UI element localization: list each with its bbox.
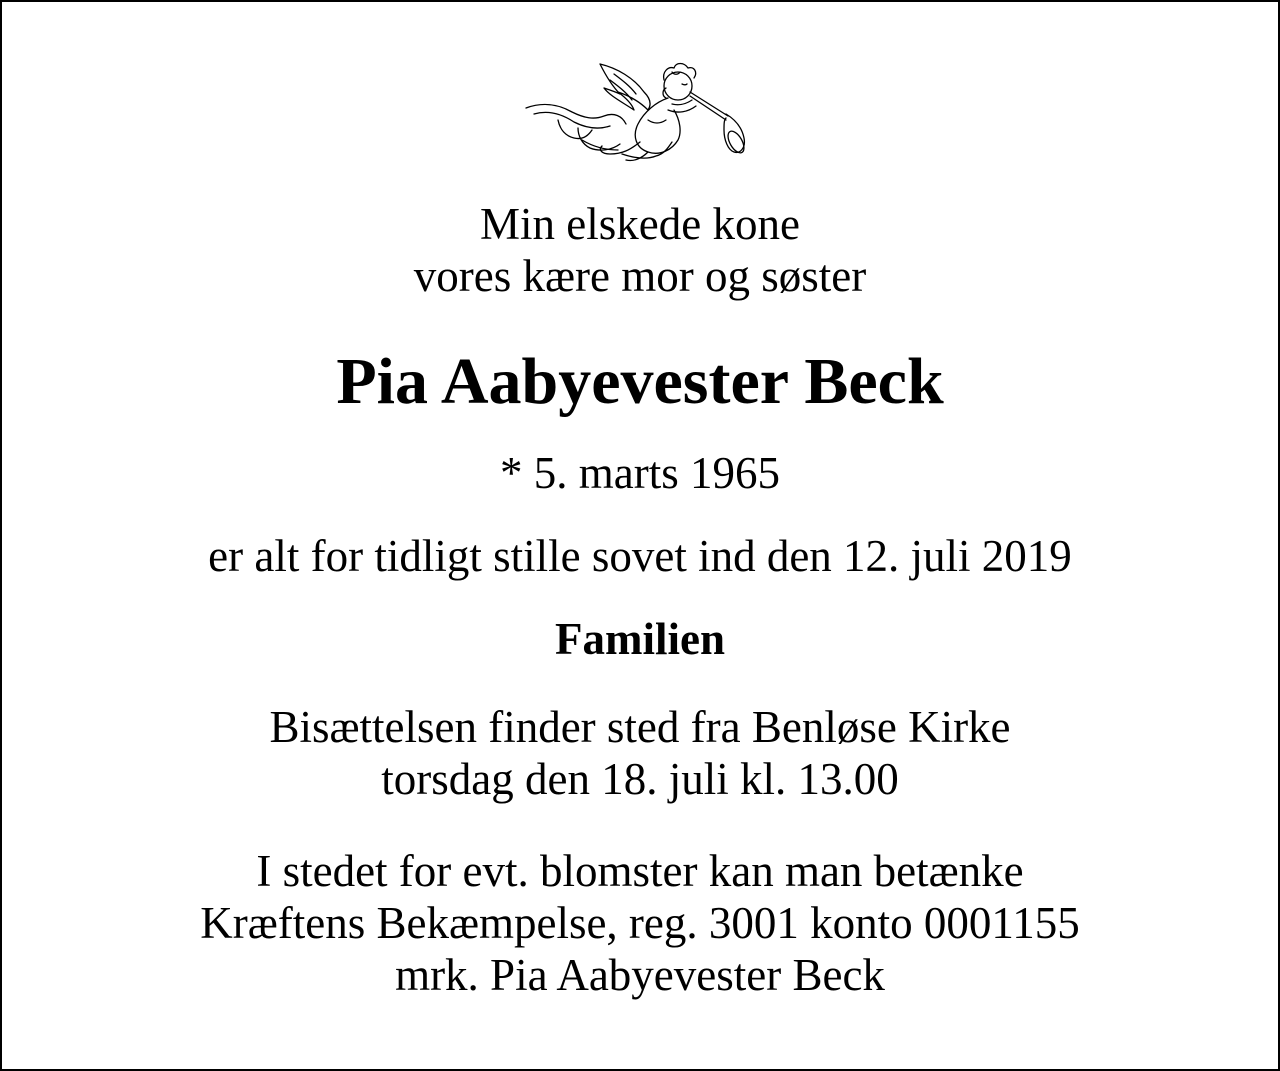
- trumpeting-angel-icon: [522, 58, 760, 166]
- intro-line-2: vores kære mor og søster: [413, 251, 867, 301]
- birth-date: * 5. marts 1965: [500, 448, 780, 498]
- funeral-line-1: Bisættelsen finder sted fra Benløse Kirke: [269, 702, 1011, 752]
- intro-line-1: Min elskede kone: [480, 199, 800, 249]
- donation-line-3: mrk. Pia Aabyevester Beck: [395, 950, 885, 1000]
- deceased-name: Pia Aabyevester Beck: [336, 345, 944, 418]
- funeral-info: [0, 701, 1280, 805]
- funeral-line-2: torsdag den 18. juli kl. 13.00: [381, 754, 899, 804]
- death-notice: er alt for tidligt stille sovet ind den 12. juli 2019: [208, 531, 1072, 581]
- signature: Familien: [555, 614, 725, 664]
- donation-info: [0, 845, 1280, 1001]
- donation-line-2: Kræftens Bekæmpelse, reg. 3001 konto 0001155: [200, 898, 1080, 948]
- donation-line-1: I stedet for evt. blomster kan man betænke: [256, 846, 1024, 896]
- intro-text: [0, 198, 1280, 302]
